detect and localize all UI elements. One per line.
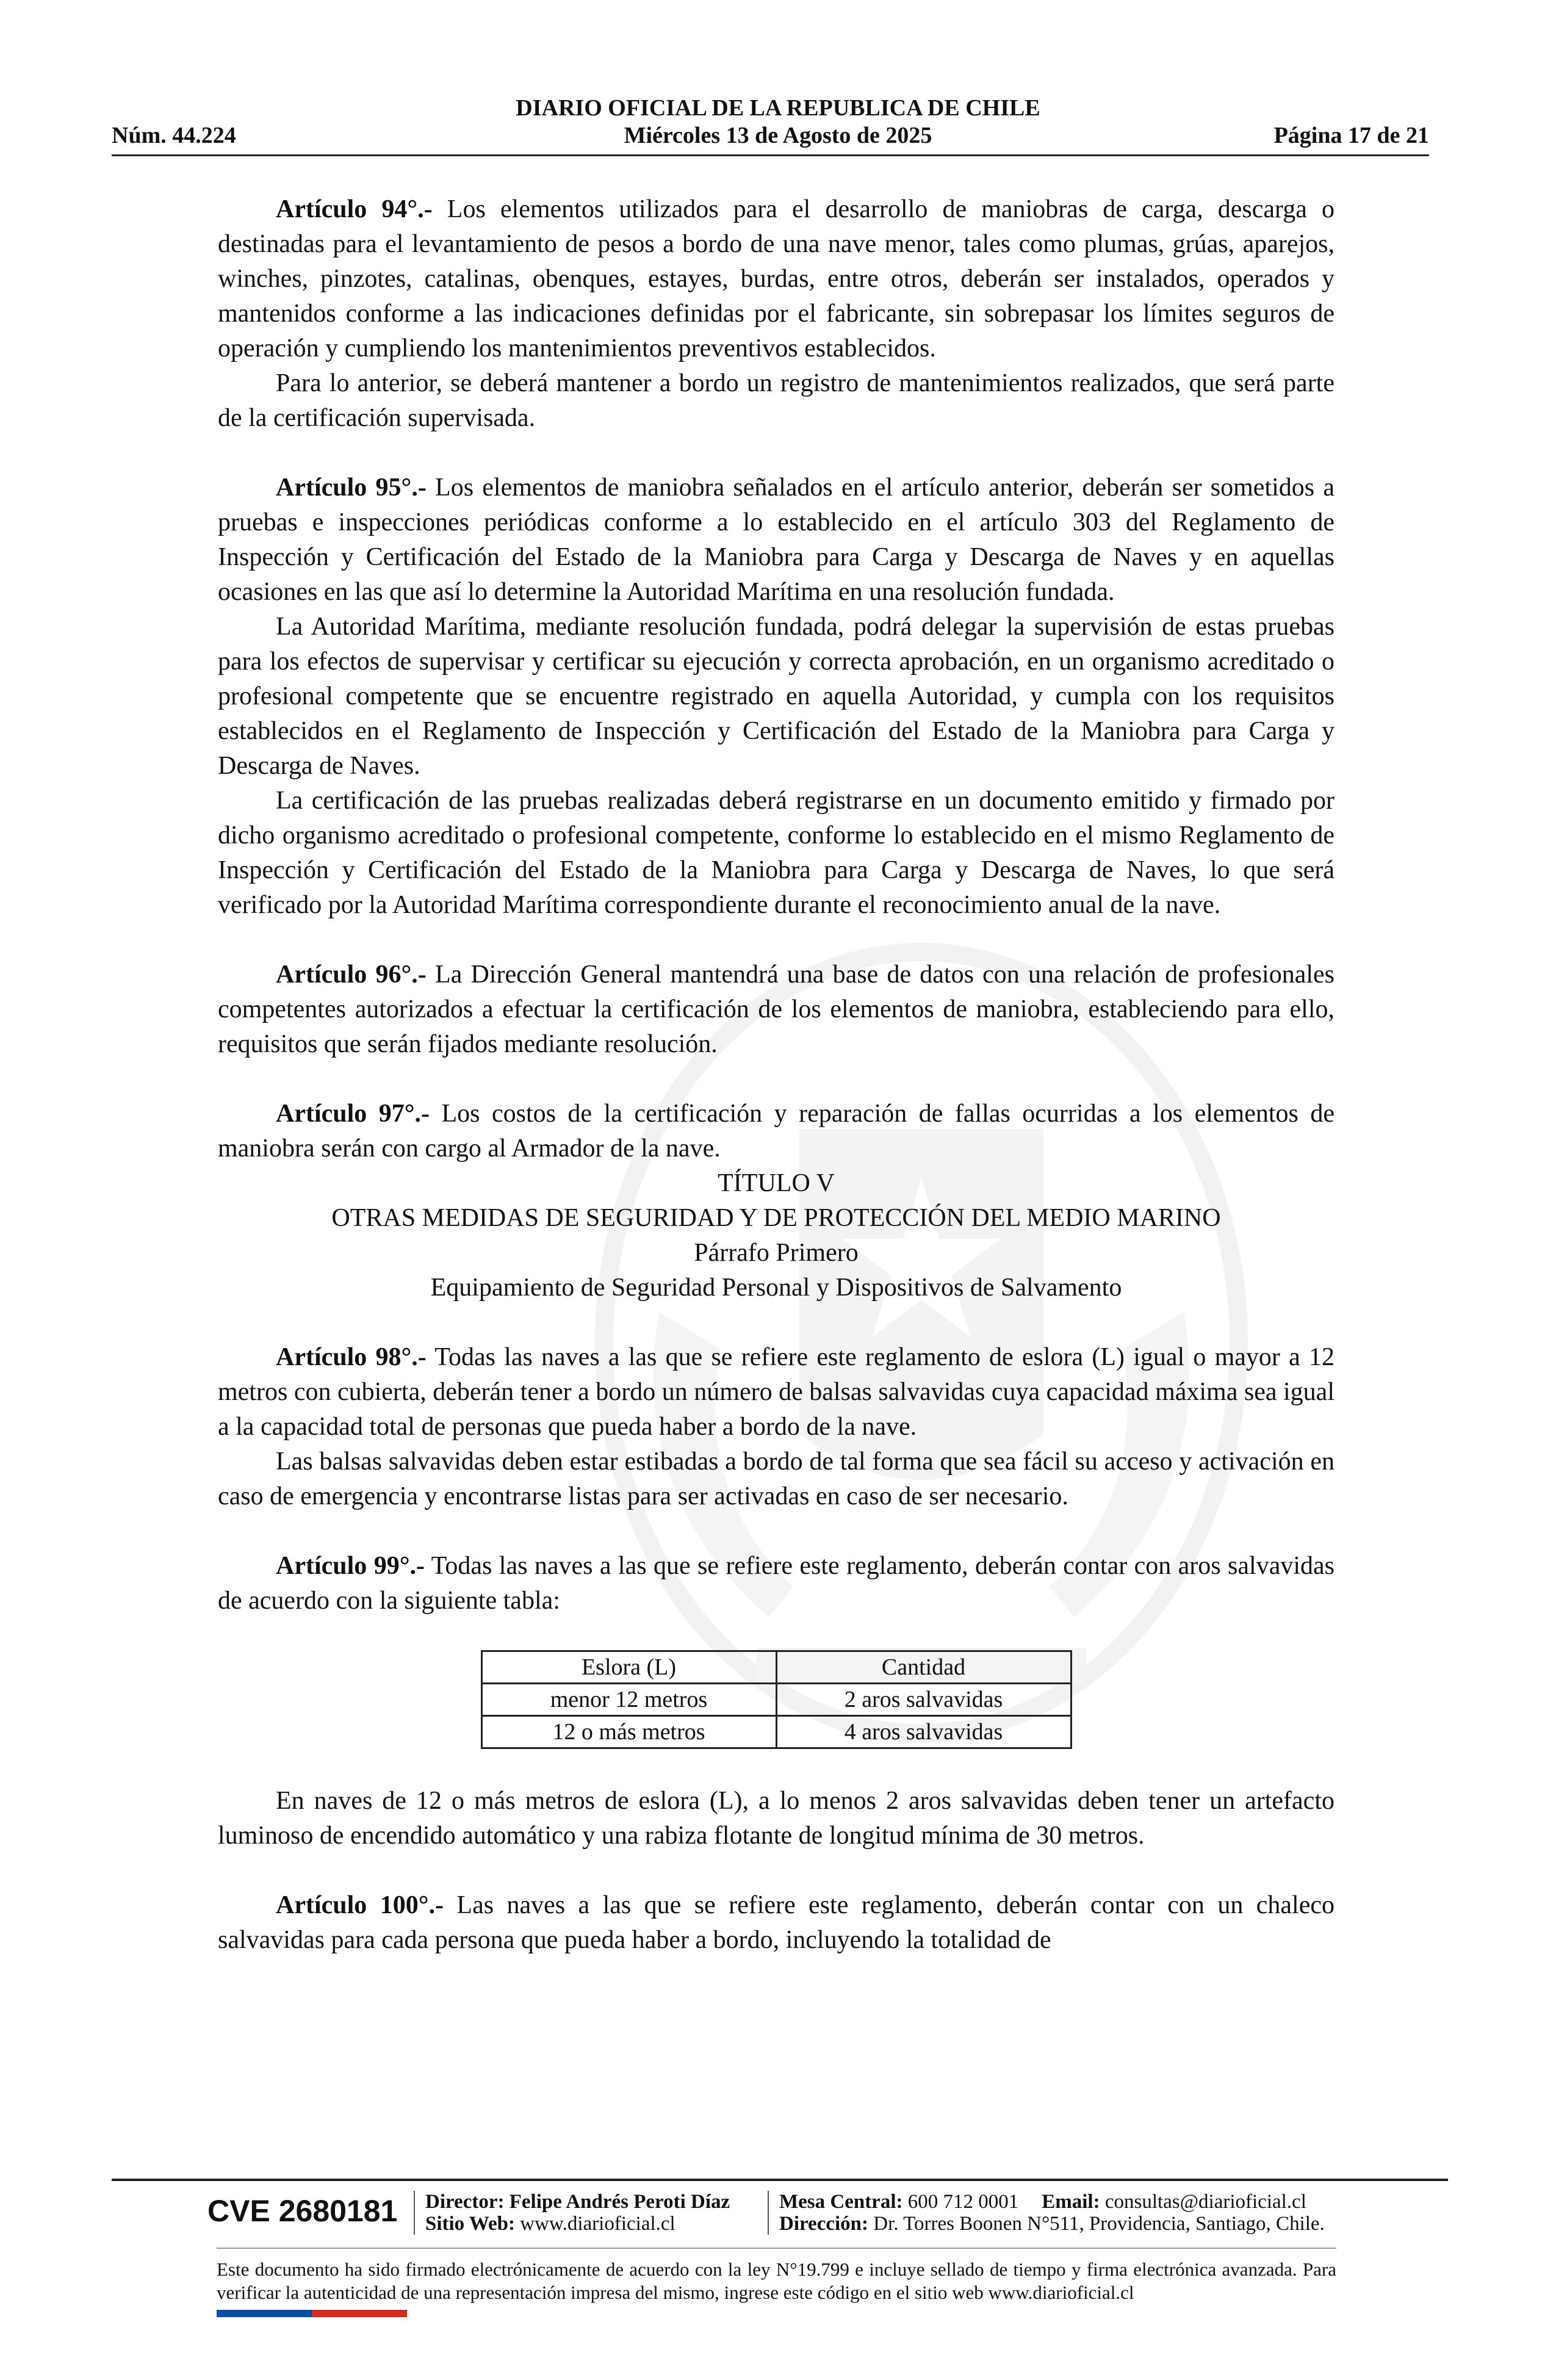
table-row <box>481 1716 1071 1748</box>
table-row <box>481 1684 1071 1716</box>
footer-thin-divider <box>217 2248 1336 2249</box>
article-95 <box>218 471 1334 610</box>
article-95-text: Los elementos de maniobra señalados en el artículo anterior, deberán ser sometidos a pruebas e inspecciones periódicas conforme a lo establecido en el artículo 303 del Reglamento de Inspección y Certificación del Estado de la Maniobra para Carga y Descarga de Naves y en aquellas ocasiones en las que así lo determine la Autoridad Marítima en una resolución fundada. <box>218 474 1334 606</box>
footer-director-block <box>425 2191 730 2235</box>
article-98-label: Artículo 98°.- <box>276 1343 427 1371</box>
article-94-label: Artículo 94°.- <box>276 195 433 223</box>
cve-code: CVE 2680181 <box>207 2194 398 2228</box>
issue-number: Núm. 44.224 <box>112 123 236 148</box>
article-96 <box>218 957 1334 1062</box>
article-99 <box>218 1549 1334 1618</box>
table-cell: 4 aros salvavidas <box>776 1716 1071 1748</box>
article-96-text: La Dirección General mantendrá una base de datos con una relación de profesionales competentes autorizados a efectuar la certificación de los elementos de maniobra, estableciendo para ello, requisitos que serán fijados mediante resolución. <box>218 961 1334 1058</box>
mesa-phone: 600 712 0001 <box>902 2191 1019 2213</box>
article-100 <box>218 1888 1334 1958</box>
article-94-text: Los elementos utilizados para el desarrollo de maniobras de carga, descarga o destinadas para el levantamiento de pesos a bordo de una nave menor, tales como plumas, grúas, aparejos, winches, pinzotes, catalinas, obenques, estayes, burdas, entre otros, deberán ser instalados, operados y mantenidos conforme a las indicaciones definidas por el fabricante, sin sobrepasar los límites seguros de operación y cumpliendo los mantenimientos preventivos establecidos. <box>218 195 1334 362</box>
flag-red-stripe <box>312 2310 407 2317</box>
footer-contact-block <box>779 2191 1325 2235</box>
table-cell: 12 o más metros <box>481 1716 776 1748</box>
director-label: Director: <box>425 2191 505 2213</box>
article-98-text: Todas las naves a las que se refiere este reglamento de eslora (L) igual o mayor a 12 metros con cubierta, deberán tener a bordo un número de balsas salvavidas cuya capacidad máxima sea igual a la capacidad total de personas que pueda haber a bordo de la nave. <box>218 1343 1334 1441</box>
article-98 <box>218 1340 1334 1444</box>
director-name: Felipe Andrés Peroti Díaz <box>504 2191 730 2213</box>
email-link[interactable]: consultas@diarioficial.cl <box>1100 2191 1306 2213</box>
page-indicator: Página 17 de 21 <box>1273 123 1429 148</box>
article-97 <box>218 1097 1334 1166</box>
article-98-paragraph-2: Las balsas salvavidas deben estar estibadas a bordo de tal forma que sea fácil su acceso y activación en caso de emergencia y encontrarse listas para ser activadas en caso de ser necesario. <box>218 1448 1334 1510</box>
article-99-paragraph-2: En naves de 12 o más metros de eslora (L), a lo menos 2 aros salvavidas deben tener un artefacto luminoso de encendido automático y una rabiza flotante de longitud mínima de 30 metros. <box>218 1787 1334 1850</box>
article-99-text: Todas las naves a las que se refiere este reglamento, deberán contar con aros salvavidas de acuerdo con la siguiente tabla: <box>218 1552 1334 1615</box>
article-100-text: Las naves a las que se refiere este reglamento, deberán contar con un chaleco salvavidas para cada persona que pueda haber a bordo, incluyendo la totalidad de <box>218 1891 1334 1954</box>
paragraph-heading: Párrafo Primero <box>694 1239 859 1267</box>
article-100-label: Artículo 100°.- <box>276 1891 444 1919</box>
article-97-label: Artículo 97°.- <box>276 1100 430 1128</box>
website-label: Sitio Web: <box>425 2213 516 2235</box>
email-label: Email: <box>1042 2191 1100 2213</box>
table-header-cell: Cantidad <box>776 1651 1071 1684</box>
flag-blue-stripe <box>217 2310 312 2317</box>
article-94 <box>218 192 1334 366</box>
flag-stripe <box>217 2310 407 2317</box>
lifebuoy-table <box>481 1650 1072 1749</box>
article-99-label: Artículo 99°.- <box>276 1552 425 1580</box>
table-header-cell: Eslora (L) <box>481 1651 776 1684</box>
article-94-paragraph-2: Para lo anterior, se deberá mantener a bordo un registro de mantenimientos realizados, que será parte de la certificación supervisada. <box>218 369 1334 432</box>
header-divider <box>112 154 1429 156</box>
newspaper-title: DIARIO OFICIAL DE LA REPUBLICA DE CHILE <box>516 95 1040 121</box>
table-cell: menor 12 metros <box>481 1684 776 1716</box>
mesa-label: Mesa Central: <box>779 2191 903 2213</box>
title-heading: TÍTULO V <box>718 1169 835 1197</box>
article-95-paragraph-3: La certificación de las pruebas realizadas deberá registrarse en un documento emitido y firmado por dicho organismo acreditado o profesional competente, conforme lo establecido en el mismo Reglamento de Inspección y Certificación del Estado de la Maniobra para Carga y Descarga de Naves, lo que será verificado por la Autoridad Marítima correspondiente durante el reconocimiento anual de la nave. <box>218 787 1334 919</box>
document-body <box>218 192 1334 1958</box>
table-header-row <box>481 1651 1071 1684</box>
website-link[interactable]: www.diarioficial.cl <box>515 2213 675 2235</box>
article-96-label: Artículo 96°.- <box>276 961 427 989</box>
table-cell: 2 aros salvavidas <box>776 1684 1071 1716</box>
article-97-text: Los costos de la certificación y reparación de fallas ocurridas a los elementos de maniobra serán con cargo al Armador de la nave. <box>218 1100 1334 1163</box>
paragraph-subheading: Equipamiento de Seguridad Personal y Dispositivos de Salvamento <box>430 1274 1122 1302</box>
article-95-label: Artículo 95°.- <box>276 474 427 502</box>
address-text: Dr. Torres Boonen N°511, Providencia, Santiago, Chile. <box>868 2213 1325 2235</box>
title-subheading: OTRAS MEDIDAS DE SEGURIDAD Y DE PROTECCIÓN DEL MEDIO MARINO <box>331 1204 1221 1232</box>
footer-divider <box>112 2179 1448 2181</box>
issue-date: Miércoles 13 de Agosto de 2025 <box>624 123 932 148</box>
footer-separator <box>414 2191 415 2235</box>
address-label: Dirección: <box>779 2213 869 2235</box>
footer-separator <box>768 2191 769 2235</box>
article-95-paragraph-2: La Autoridad Marítima, mediante resolución fundada, podrá delegar la supervisión de estas pruebas para los efectos de supervisar y certificar su ejecución y correcta aprobación, en un organismo acreditado o profesional competente que se encuentre registrado en aquella Autoridad, y cumpla con los requisitos establecidos en el Reglamento de Inspección y Certificación del Estado de la Maniobra para Carga y Descarga de Naves. <box>218 613 1334 780</box>
signature-notice: Este documento ha sido firmado electrónicamente de acuerdo con la ley N°19.799 e incluye sellado de tiempo y firma electrónica avanzada. Para verificar la autenticidad de una representación impresa del mismo, ingrese este código en el sitio web www.diarioficial.cl <box>217 2259 1336 2303</box>
